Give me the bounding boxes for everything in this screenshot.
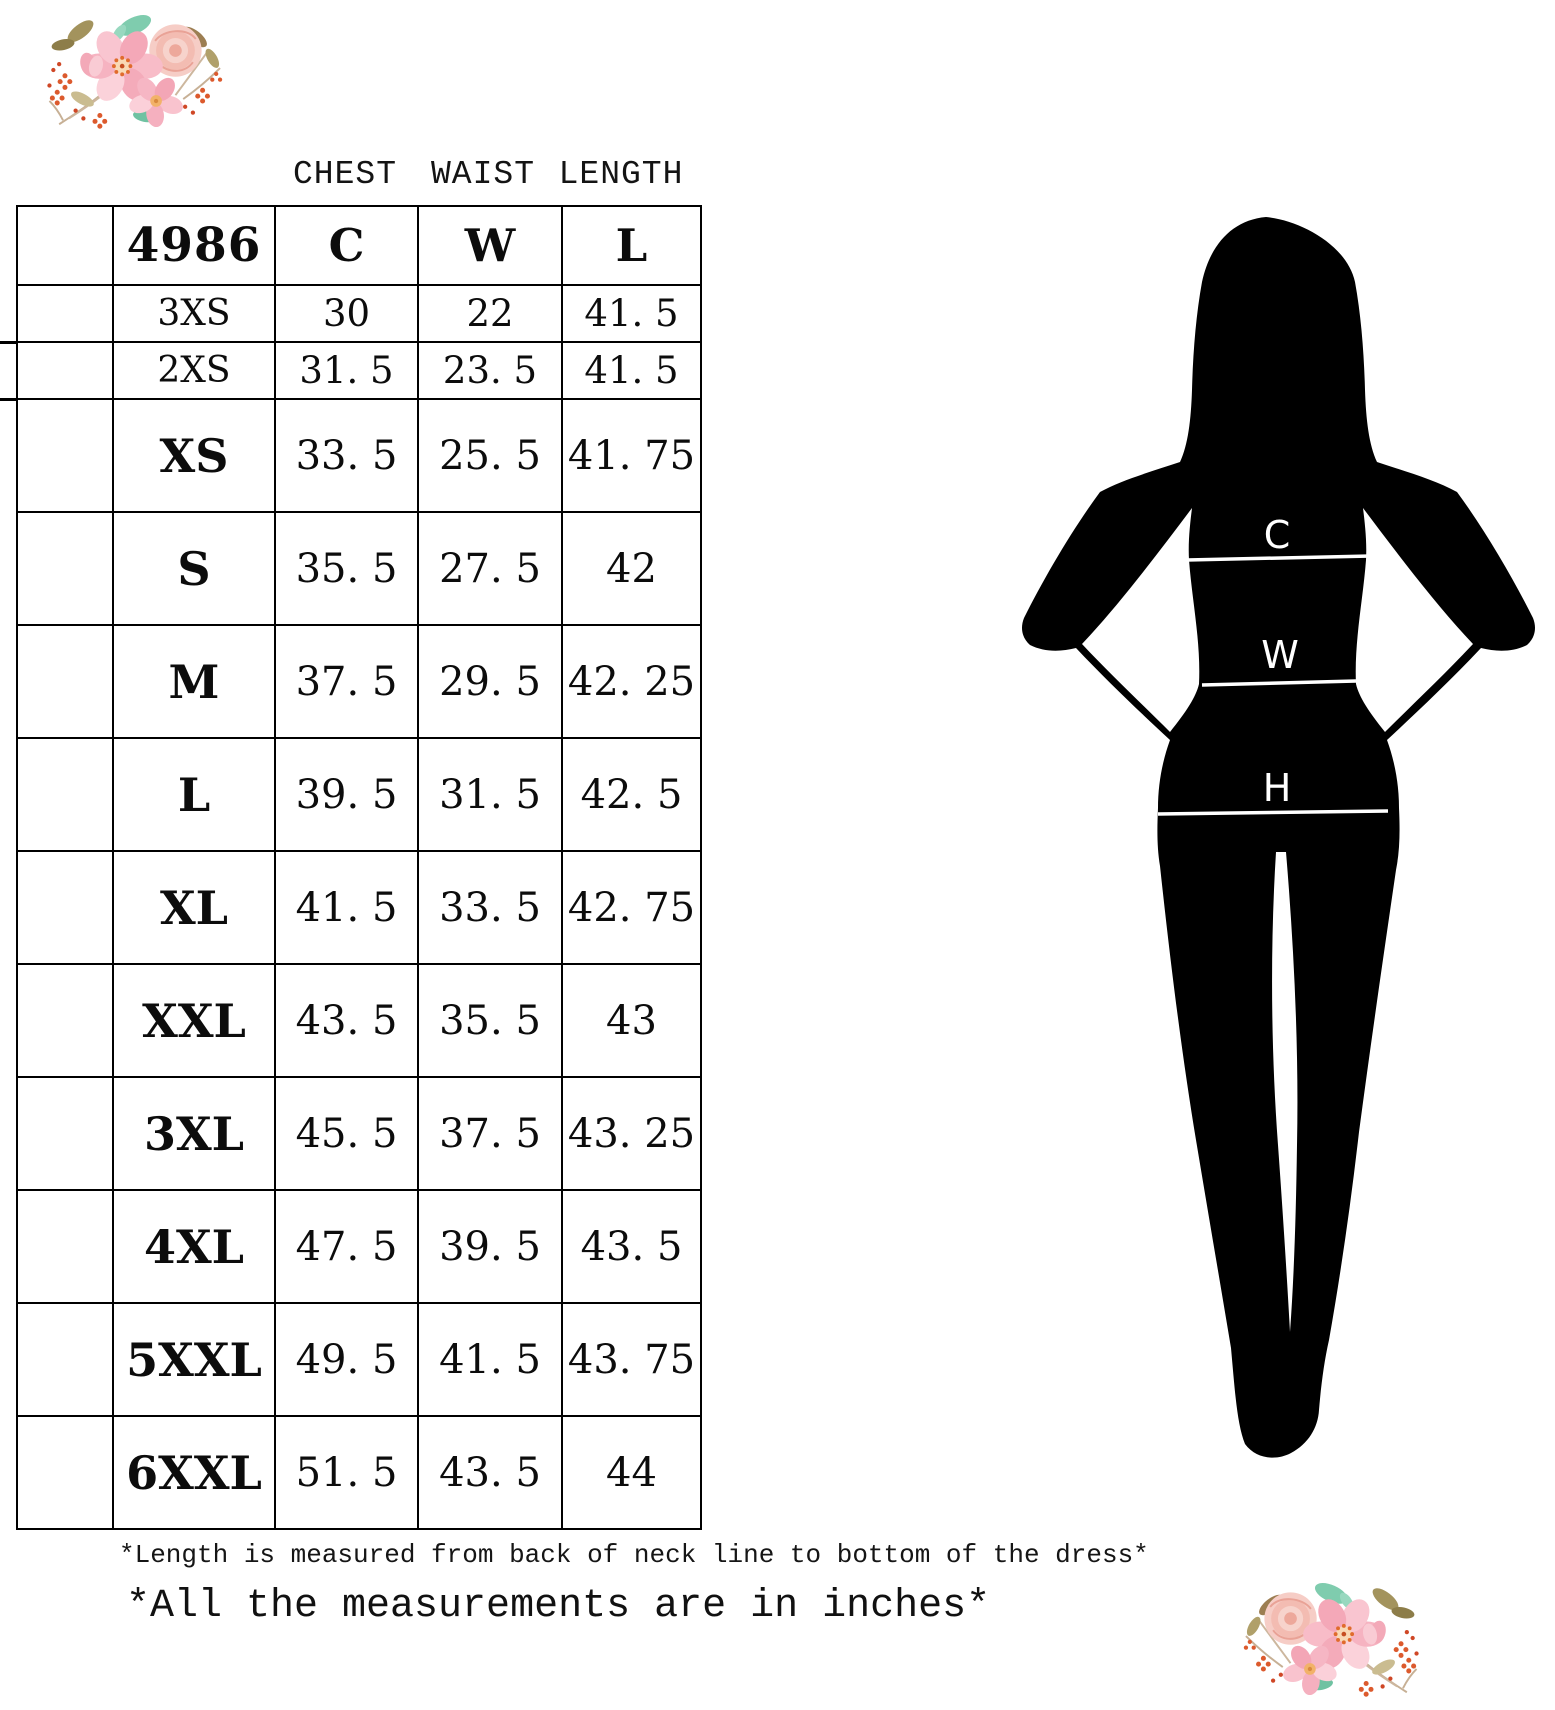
size-cell: 5XXL <box>113 1303 275 1416</box>
size-cell: S <box>113 512 275 625</box>
empty-cell <box>17 512 113 625</box>
empty-cell <box>17 1416 113 1529</box>
flower-bouquet-icon <box>1238 1574 1440 1700</box>
empty-cell <box>17 1303 113 1416</box>
chest-cell: 45. 5 <box>275 1077 418 1190</box>
header-chest: C <box>275 206 418 285</box>
table-row <box>17 342 701 399</box>
table-row <box>17 1077 701 1190</box>
length-cell: 42 <box>562 512 701 625</box>
table-row <box>17 738 701 851</box>
table-row <box>17 512 701 625</box>
style-number: 4986 <box>113 206 275 285</box>
gridline-tick <box>0 341 17 344</box>
waist-cell: 22 <box>418 285 562 342</box>
empty-cell <box>17 399 113 512</box>
table-row <box>17 851 701 964</box>
length-cell: 41. 5 <box>562 342 701 399</box>
body-measurement-diagram <box>1000 210 1545 1470</box>
chest-cell: 30 <box>275 285 418 342</box>
size-cell: 3XL <box>113 1077 275 1190</box>
size-cell: 2XS <box>113 342 275 399</box>
waist-cell: 27. 5 <box>418 512 562 625</box>
size-cell: 3XS <box>113 285 275 342</box>
units-footnote: *All the measurements are in inches* <box>126 1584 991 1629</box>
waist-cell: 37. 5 <box>418 1077 562 1190</box>
empty-cell <box>17 851 113 964</box>
woman-silhouette <box>1022 217 1535 1458</box>
length-cell: 43. 75 <box>562 1303 701 1416</box>
waist-column-label: WAIST <box>430 156 536 193</box>
waist-cell: 31. 5 <box>418 738 562 851</box>
waist-label: W <box>1261 633 1299 677</box>
table-row <box>17 964 701 1077</box>
gridline-tick <box>0 398 17 401</box>
table-row <box>17 399 701 512</box>
empty-cell <box>17 964 113 1077</box>
flower-bouquet-icon <box>30 6 224 132</box>
chest-column-label: CHEST <box>292 156 398 193</box>
table-row <box>17 285 701 342</box>
empty-cell <box>17 342 113 399</box>
empty-cell <box>17 1077 113 1190</box>
size-cell: XXL <box>113 964 275 1077</box>
chest-cell: 35. 5 <box>275 512 418 625</box>
length-cell: 43. 25 <box>562 1077 701 1190</box>
size-cell: 6XXL <box>113 1416 275 1529</box>
waist-cell: 35. 5 <box>418 964 562 1077</box>
size-cell: 4XL <box>113 1190 275 1303</box>
empty-cell <box>17 625 113 738</box>
length-cell: 43 <box>562 964 701 1077</box>
waist-cell: 29. 5 <box>418 625 562 738</box>
length-cell: 44 <box>562 1416 701 1529</box>
waist-cell: 25. 5 <box>418 399 562 512</box>
header-length: L <box>562 206 701 285</box>
chest-cell: 51. 5 <box>275 1416 418 1529</box>
size-cell: XS <box>113 399 275 512</box>
length-cell: 42. 75 <box>562 851 701 964</box>
length-cell: 42. 5 <box>562 738 701 851</box>
length-footnote: *Length is measured from back of neck line to bottom of the dress* <box>119 1540 1149 1570</box>
length-column-label: LENGTH <box>558 156 684 193</box>
chest-label: C <box>1263 513 1291 557</box>
length-cell: 41. 5 <box>562 285 701 342</box>
empty-cell <box>17 1190 113 1303</box>
table-header-row <box>17 206 701 285</box>
waist-cell: 39. 5 <box>418 1190 562 1303</box>
table-row <box>17 625 701 738</box>
waist-cell: 43. 5 <box>418 1416 562 1529</box>
empty-cell <box>17 285 113 342</box>
table-row <box>17 1190 701 1303</box>
length-cell: 42. 25 <box>562 625 701 738</box>
chest-cell: 43. 5 <box>275 964 418 1077</box>
chest-cell: 41. 5 <box>275 851 418 964</box>
empty-cell <box>17 206 113 285</box>
size-cell: M <box>113 625 275 738</box>
waist-cell: 23. 5 <box>418 342 562 399</box>
length-cell: 41. 75 <box>562 399 701 512</box>
length-cell: 43. 5 <box>562 1190 701 1303</box>
chest-cell: 33. 5 <box>275 399 418 512</box>
table-row <box>17 1303 701 1416</box>
chest-cell: 39. 5 <box>275 738 418 851</box>
chest-cell: 47. 5 <box>275 1190 418 1303</box>
table-row <box>17 1416 701 1529</box>
size-table <box>16 205 702 1530</box>
empty-cell <box>17 738 113 851</box>
size-cell: L <box>113 738 275 851</box>
waist-cell: 41. 5 <box>418 1303 562 1416</box>
chest-cell: 31. 5 <box>275 342 418 399</box>
size-cell: XL <box>113 851 275 964</box>
chest-cell: 37. 5 <box>275 625 418 738</box>
waist-cell: 33. 5 <box>418 851 562 964</box>
chest-cell: 49. 5 <box>275 1303 418 1416</box>
hip-label: H <box>1262 766 1292 810</box>
header-waist: W <box>418 206 562 285</box>
